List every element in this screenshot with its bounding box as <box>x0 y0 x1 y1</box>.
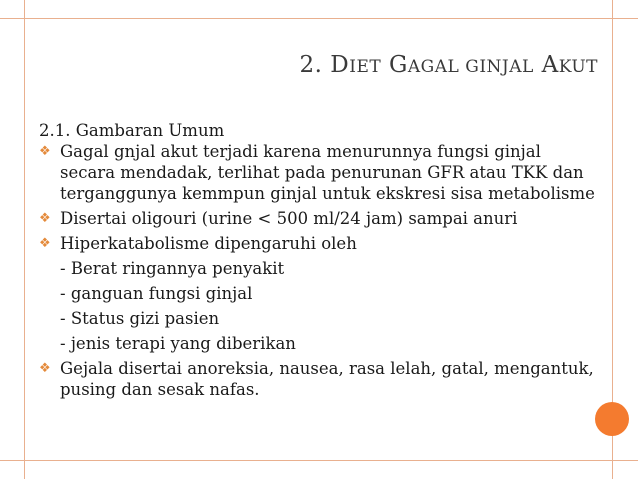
slide-body <box>39 120 599 400</box>
slide-title: 2. DIET GAGAL GINJAL AKUT <box>299 52 598 78</box>
bullet-text: Disertai oligouri (urine < 500 ml/24 jam) sampai anuri <box>60 209 518 228</box>
section-heading: 2.1. Gambaran Umum <box>39 121 225 140</box>
sub-item: - Berat ringannya penyakit <box>60 259 285 278</box>
sub-item: - jenis terapi yang diberikan <box>60 334 296 353</box>
bullet-text: Gejala disertai anoreksia, nausea, rasa lelah, gatal, mengantuk, pusing dan sesak nafas. <box>60 359 594 399</box>
decorative-orange-circle <box>595 402 629 436</box>
bullet-item <box>39 233 599 254</box>
frame-line-left <box>24 0 25 479</box>
orange-diamond-bullet-icon: ❖ <box>39 236 51 251</box>
orange-diamond-bullet-icon: ❖ <box>39 361 51 376</box>
sub-item: - ganguan fungsi ginjal <box>60 284 253 303</box>
bullet-item <box>39 358 599 400</box>
bullet-text: Hiperkatabolisme dipengaruhi oleh <box>60 234 357 253</box>
frame-line-bottom <box>0 460 638 461</box>
frame-line-top <box>0 18 638 19</box>
bullet-item <box>39 141 599 204</box>
bullet-item <box>39 208 599 229</box>
sub-item: - Status gizi pasien <box>60 309 220 328</box>
orange-diamond-bullet-icon: ❖ <box>39 144 51 159</box>
orange-diamond-bullet-icon: ❖ <box>39 211 51 226</box>
bullet-text: Gagal gnjal akut terjadi karena menurunnya fungsi ginjal secara mendadak, terlihat pada penurunan GFR atau TKK dan terganggunya kemmpun ginjal untuk ekskresi sisa metabolisme <box>60 142 595 203</box>
